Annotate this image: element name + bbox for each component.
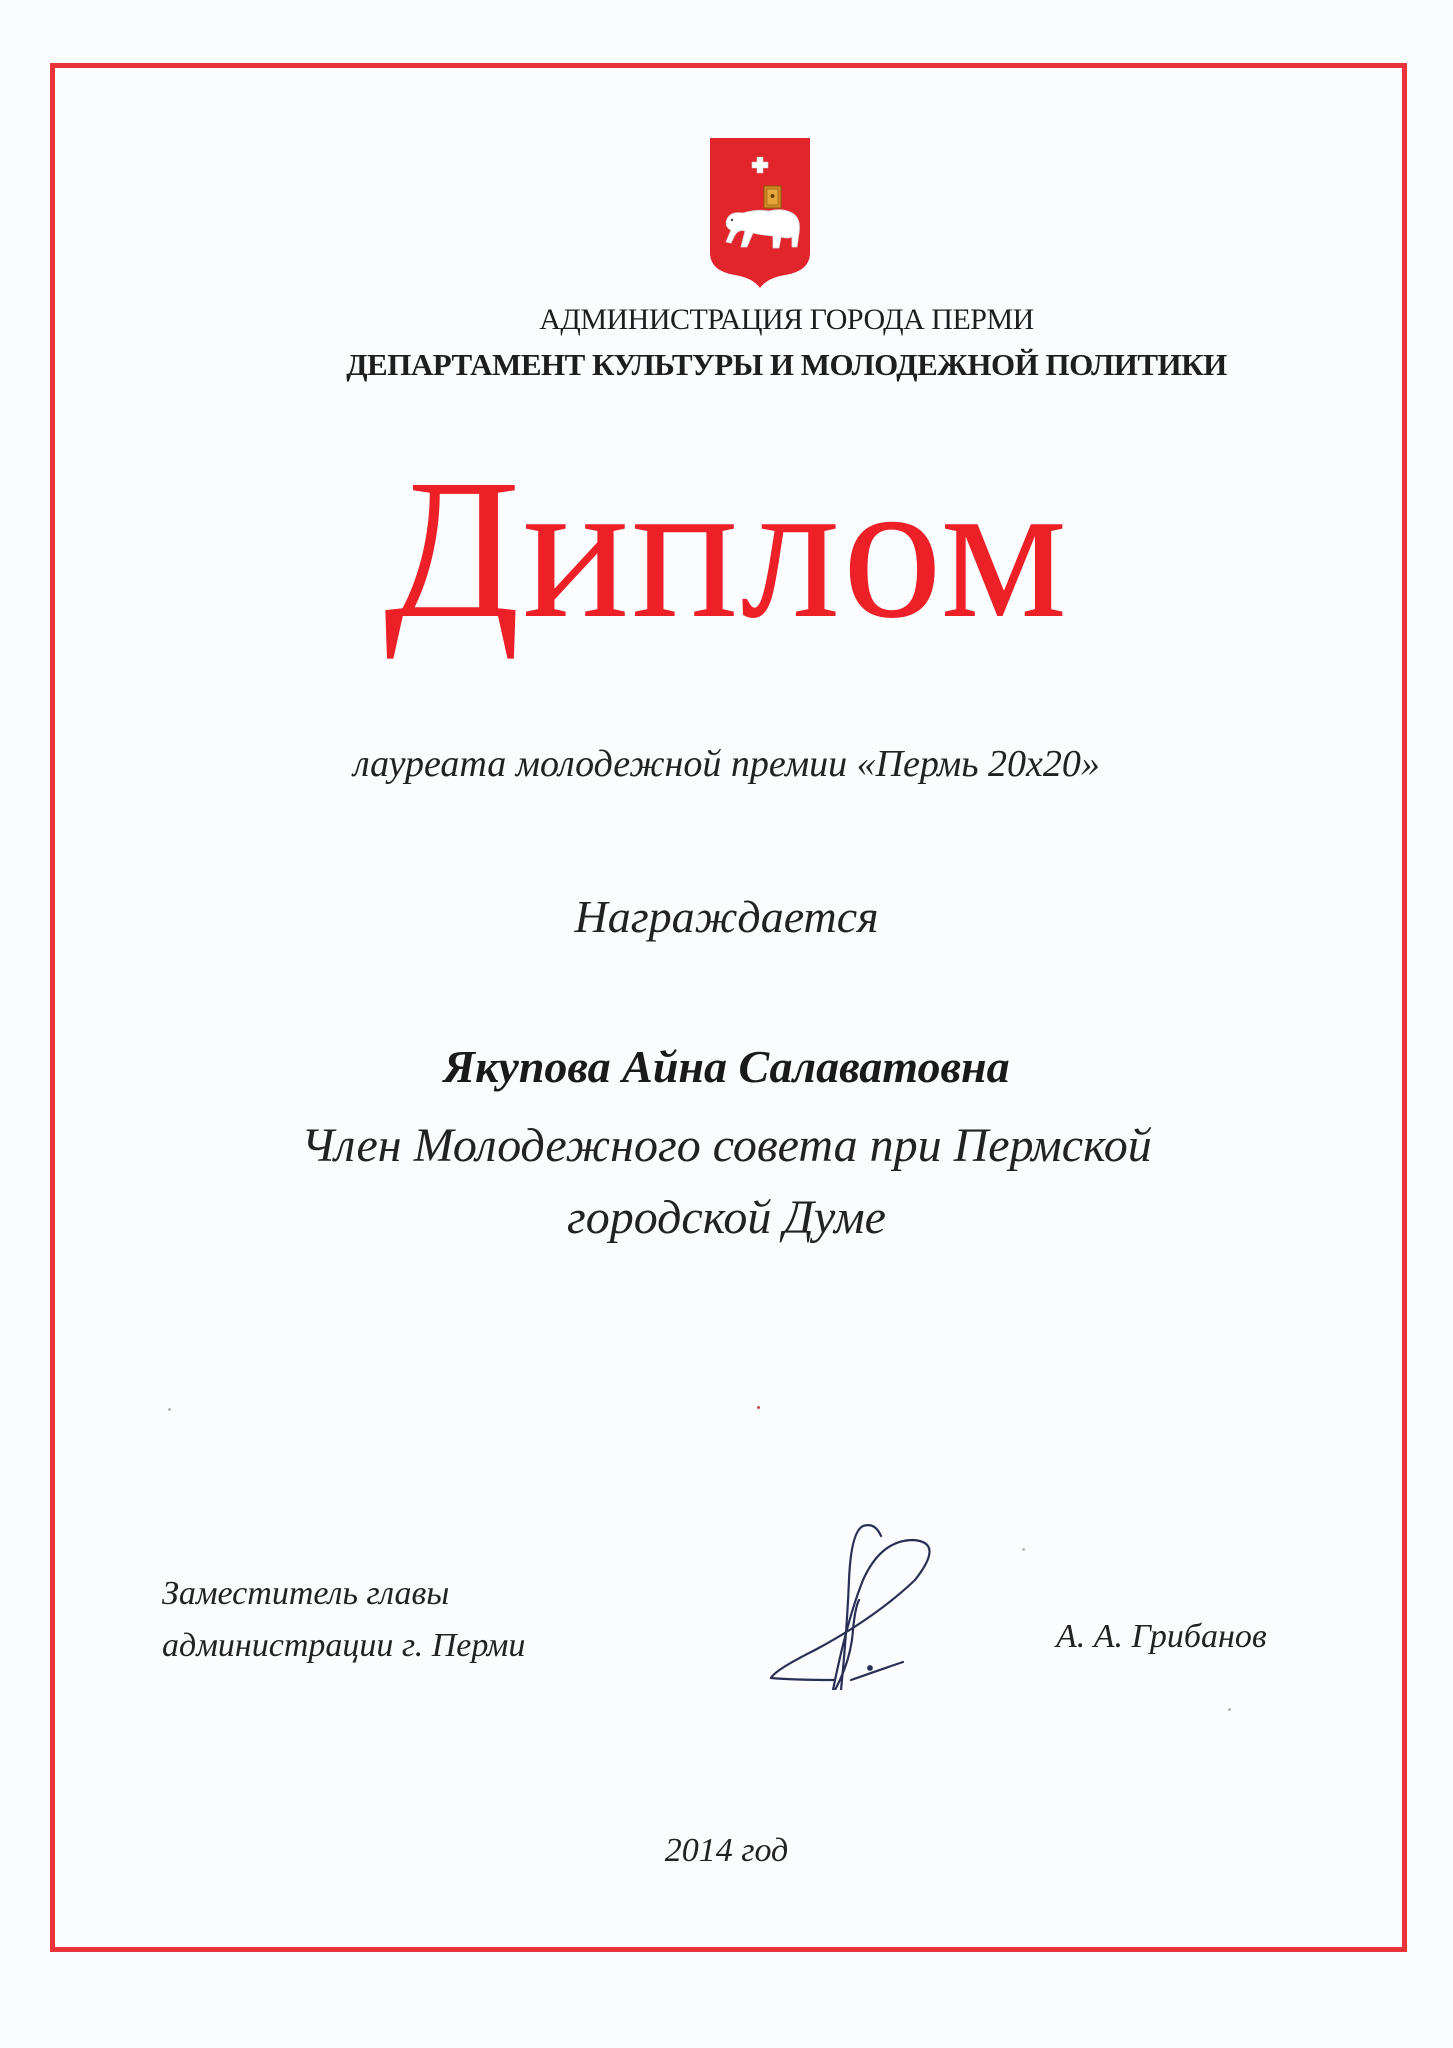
scan-speck xyxy=(757,1406,760,1409)
diploma-title: Диплом xyxy=(383,439,1070,660)
perm-coat-of-arms-icon xyxy=(707,135,813,290)
recipient-position xyxy=(0,1110,1453,1254)
scan-speck xyxy=(1228,1708,1231,1711)
recipient-position-line-2: городской Думе xyxy=(567,1191,886,1244)
scan-speck xyxy=(168,1408,171,1411)
awarded-label: Награждается xyxy=(574,891,879,942)
signatory-title xyxy=(162,1568,525,1672)
award-subtitle: лауреата молодежной премии «Пермь 20х20» xyxy=(353,743,1100,785)
signatory-name: А. А. Грибанов xyxy=(1056,1618,1267,1655)
scan-speck xyxy=(1022,1548,1025,1551)
signatory-title-line-1: Заместитель главы xyxy=(162,1575,450,1612)
recipient-name: Якупова Айна Салаватовна xyxy=(443,1041,1010,1092)
recipient-position-line-1: Член Молодежного совета при Пермской xyxy=(301,1119,1152,1172)
signatory-title-line-2: администрации г. Перми xyxy=(162,1627,526,1664)
handwritten-signature-icon xyxy=(755,1500,975,1690)
department-name: ДЕПАРТАМЕНТ КУЛЬТУРЫ И МОЛОДЕЖНОЙ ПОЛИТИКИ xyxy=(346,347,1227,382)
issue-year: 2014 год xyxy=(664,1832,789,1869)
organization-name: АДМИНИСТРАЦИЯ ГОРОДА ПЕРМИ xyxy=(539,303,1034,336)
